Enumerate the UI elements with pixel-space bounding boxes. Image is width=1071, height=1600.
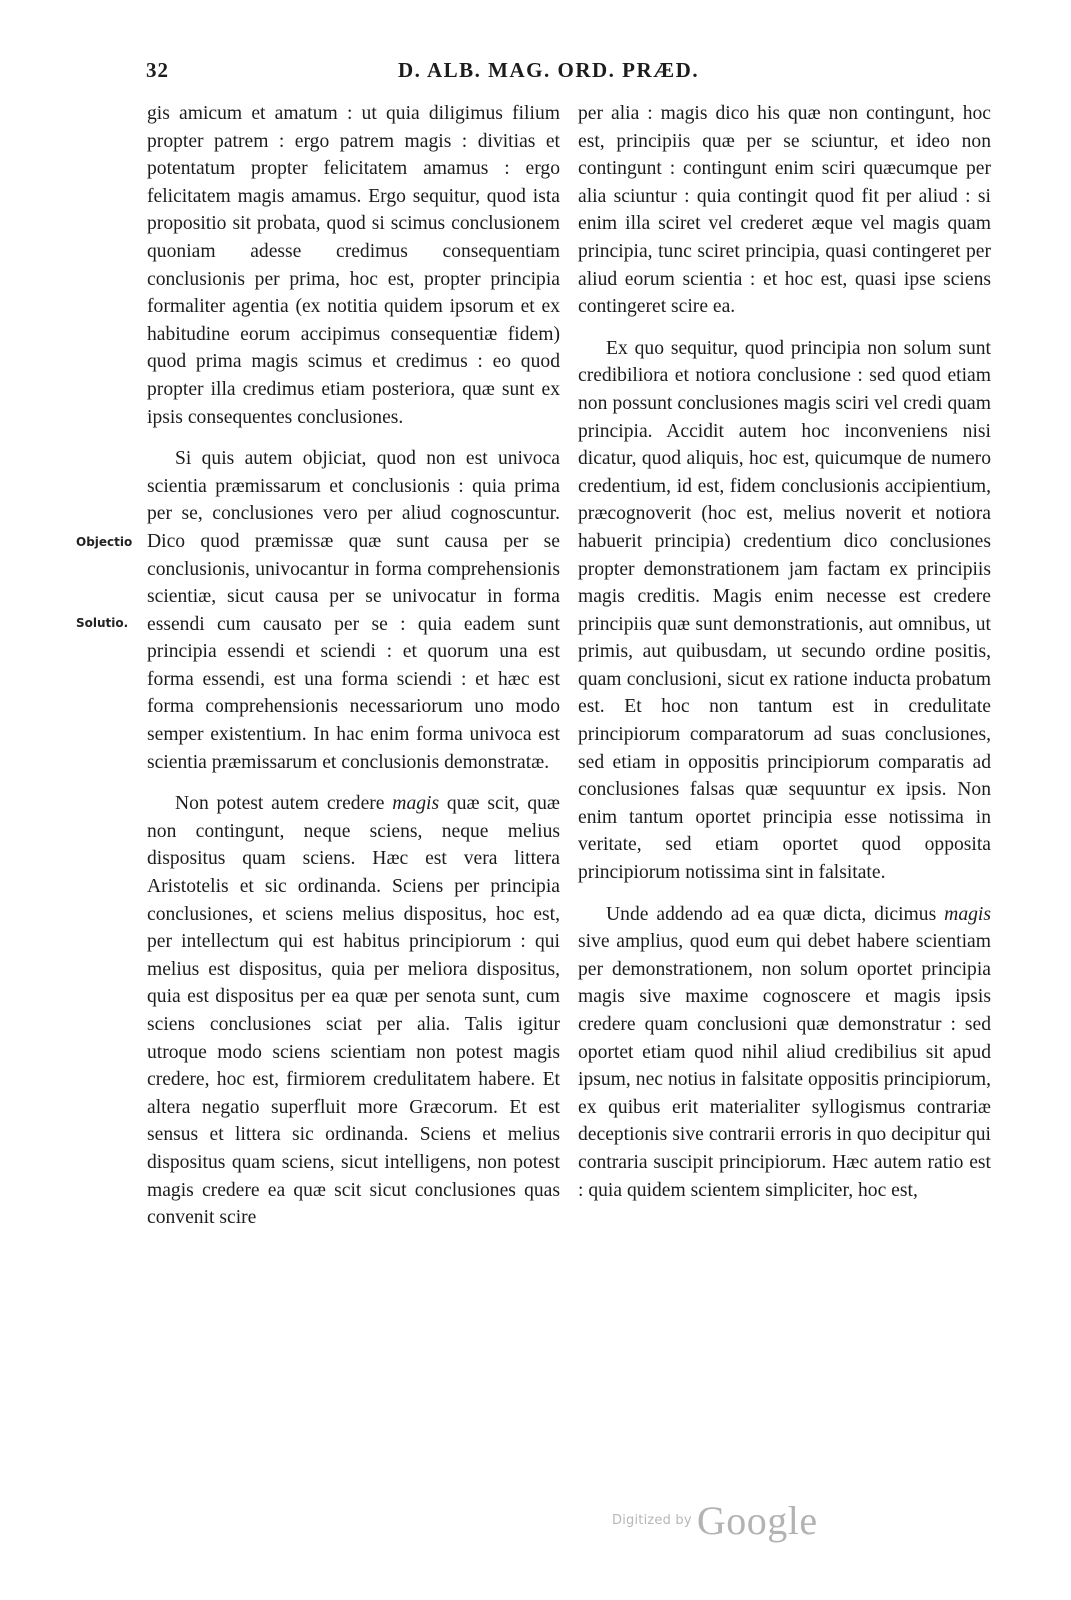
left-paragraph-3-rest: quæ scit, quæ non contingunt, neque sciens, neque melius dispositus quam sciens. Hæc est vera littera Aristotelis et sic ordinanda. Sciens per principia conclusiones, et sciens melius dispositus, hoc est, per intellectum qui est habitus principiorum : qui melius est dispositus, quia per meliora dispositus, quia est dispositus per ea quæ per senota sunt, cum sciens conclusiones sciat per alia. Talis igitur utroque modo sciens scientiam non potest magis credere, hoc est, firmiorem credulitatem habere. Et altera negatio superfluit more Græcorum. Et est sensus et littera sic ordinanda. Sciens et melius dispositus quam sciens, sicut intelligens, non potest magis credere ea quæ scit sicut conclusiones quas convenit scire [147,793,560,1229]
margin-note-objectio: Objectio [76,535,133,549]
digitized-by-label: Digitized by [612,1513,692,1528]
right-paragraph-3-start: Unde addendo ad ea quæ dicta, dicimus [606,903,945,925]
left-paragraph-3-start: Non potest autem credere [175,793,393,815]
left-paragraph-3-emphasis: magis [392,793,440,815]
margin-note-solutio: Solutio. [76,616,129,630]
right-column [578,100,991,1218]
google-logo: Google [696,1498,818,1543]
left-column [147,100,560,1246]
left-paragraph-3 [147,790,560,1232]
page-number: 32 [146,58,169,82]
left-paragraph-1: gis amicum et amatum : ut quia diligimus filium propter patrem : ergo patrem magis : divitias et potentatum propter felicitatem amamus : ergo felicitatem magis amamus. Ergo sequitur, quod ista propositio sit probata, quod si scimus conclusionem quoniam adesse credimus consequentiam conclusionis per prima, hoc est, propter principia formaliter agentia (ex notitia quidem ipsorum et ex habitudine eorum accipimus consequentiæ fidem) quod prima magis scimus et credimus : eo quod propter illa credimus etiam posteriora, quæ sunt ex ipsis consequentes conclusiones. [147,103,560,428]
right-paragraph-3-emphasis: magis [944,903,991,925]
right-paragraph-2: Ex quo sequitur, quod principia non solum sunt credibiliora et notiora conclusione : sed quod etiam non possunt conclusiones magis sciri vel credi quam principia. Accidit autem hoc inconveniens nisi dicatur, quod aliquis, hoc est, quicumque de numero credentium, id est, fidem conclusionis accipientium, præcognoverit (hoc est, melius noverit et notiora habuerit principia) credentium dico conclusiones propter demonstrationem jam factam ex principiis magis creditis. Magis enim necesse est credere principiis quæ sunt demonstrationis, aut omnibus, ut primis, aut quibusdam, ut secundo ordine positis, quam conclusioni, sicut ex ratione inducta probatum est. Et hoc non tantum est in credulitate principiorum comparatorum ad suas conclusiones, sed etiam in oppositis principiorum comparatis ad conclusiones falsas quæ sequuntur ex ipsis. Non enim tantum oportet principia esse notissima in veritate, sed etiam oportet quod opposita principiorum notissima sint in falsitate. [578,337,991,884]
right-paragraph-1: per alia : magis dico his quæ non contingunt, hoc est, principiis quæ per se sciuntur, et ideo non contingunt : contingunt enim sciri quæcumque per alia sciuntur : quia contingit quod fit per aliud : si enim illa sciret vel crederet æque vel magis quam principia, tunc sciret principia, quasi contingeret per aliud eorum scientia : et hoc est, quasi ipse sciens contingeret scire ea. [578,103,991,318]
left-paragraph-2: Si quis autem objiciat, quod non est univoca scientia præmissarum et conclusionis : quia prima per se, conclusiones vero per aliud cognoscuntur. Dico quod præmissæ quæ sunt causa per se conclusionis, univocantur in forma comprehensionis scientiæ, sicut causa per se univocatur in forma essendi cum causato per se : quia eadem sunt principia essendi et sciendi : et quorum una est forma essendi, est una forma sciendi : et hæc est forma comprehensionis necessariorum uno modo semper existentium. In hac enim forma univoca est scientia præmissarum et conclusionis demonstratæ. [147,448,560,773]
right-paragraph-3-rest: sive amplius, quod eum qui debet habere scientiam per demonstrationem, non solum oportet principia magis sive maxime cognoscere et magis ipsis credere quam conclusioni quæ demonstratur : sed oportet etiam quod nihil aliud credibilius sit apud ipsum, nec notius in falsitate oppositis principiorum, ex quibus erit materialiter syllogismus contrariæ deceptionis sive contrarii erroris in quo decipitur qui contraria suscipit principiorum. Hæc autem ratio est : quia quidem scientem simpliciter, hoc est, [578,931,991,1201]
running-head [146,58,706,88]
digitized-by-watermark [612,1497,818,1551]
running-title: D. ALB. MAG. ORD. PRÆD. [398,58,700,82]
right-paragraph-3 [578,901,991,1205]
